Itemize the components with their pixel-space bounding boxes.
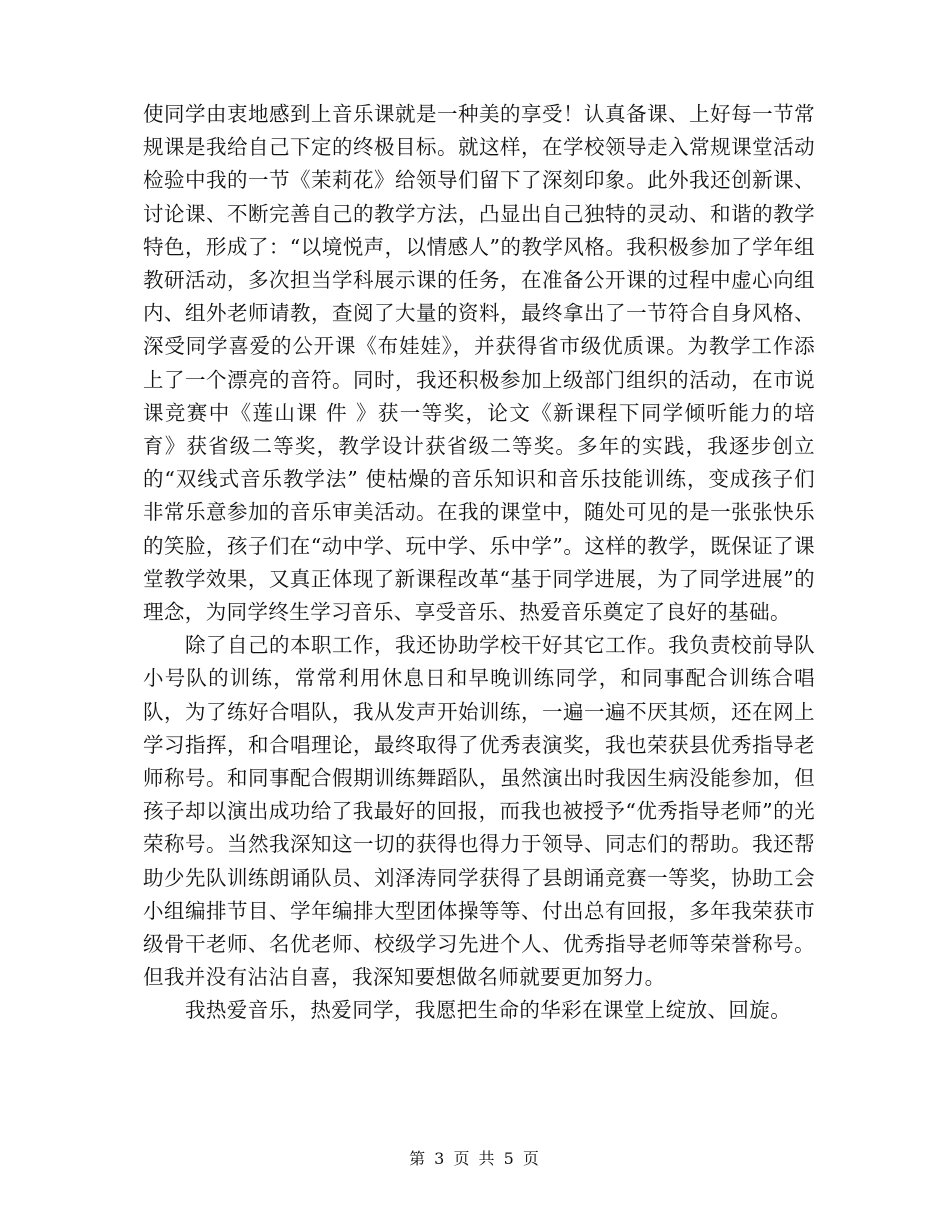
paragraph-extra-work: 除了自己的本职工作，我还协助学校干好其它工作。我负责校前导队小号队的训练，常常利用休息日和早晚训练同学，和同事配合训练合唱队，为了练好合唱队，我从发声开始训练，一遍一遍不厌其烦，还在网上学习指挥，和合唱理论，最终取得了优秀表演奖，我也荣获县优秀指导老师称号。和同事配合假期训练舞蹈队，虽然演出时我因生病没能参加，但孩子却以演出成功给了我最好的回报，而我也被授予“优秀指导老师”的光荣称号。当然我深知这一切的获得也得力于领导、同志们的帮助。我还帮助少先队训练朗诵队员、刘泽涛同学获得了县朗诵竞赛一等奖，协助工会小组编排节目、学年编排大型团体操等等、付出总有回报，多年我荣获市级骨干老师、名优老师、校级学习先进个人、优秀指导老师等荣誉称号。但我并没有沾沾自喜，我深知要想做名师就要更加努力。 bbox=[143, 633, 815, 990]
paragraph-closing: 我热爱音乐，热爱同学，我愿把生命的华彩在课堂上绽放、回旋。 bbox=[185, 998, 792, 1023]
document-body bbox=[143, 98, 815, 1028]
page-number-footer: 第 3 页 共 5 页 bbox=[409, 1149, 541, 1168]
paragraph-teaching-achievements: 使同学由衷地感到上音乐课就是一种美的享受！认真备课、上好每一节常规课是我给自己下定的终极目标。就这样，在学校领导走入常规课堂活动检验中我的一节《茉莉花》给领导们留下了深刻印象。此外我还创新课、讨论课、不断完善自己的教学方法，凸显出自己独特的灵动、和谐的教学特色，形成了：“以境悦声，以情感人”的教学风格。我积极参加了学年组教研活动，多次担当学科展示课的任务，在准备公开课的过程中虚心向组内、组外老师请教，查阅了大量的资料，最终拿出了一节符合自身风格、深受同学喜爱的公开课《布娃娃》，并获得省市级优质课。为教学工作添上了一个漂亮的音符。同时，我还积极参加上级部门组织的活动，在市说课竞赛中《莲山课 件 》获一等奖，论文《新课程下同学倾听能力的培育》获省级二等奖，教学设计获省级二等奖。多年的实践，我逐步创立的“双线式音乐教学法” 使枯燥的音乐知识和音乐技能训练，变成孩子们非常乐意参加的音乐审美活动。在我的课堂中，随处可见的是一张张快乐的笑脸，孩子们在“动中学、玩中学、乐中学”。这样的教学，既保证了课堂教学效果，又真正体现了新课程改革“基于同学进展，为了同学进展”的理念，为同学终生学习音乐、享受音乐、热爱音乐奠定了良好的基础。 bbox=[143, 102, 815, 625]
